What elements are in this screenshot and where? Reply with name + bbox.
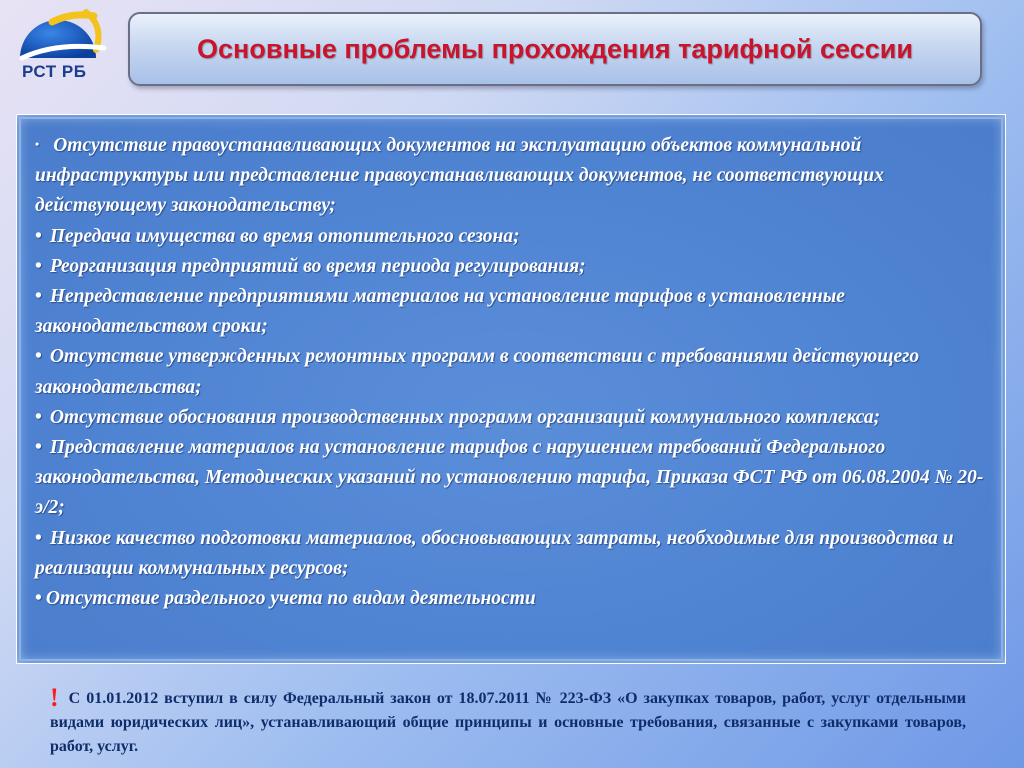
bullet-icon: • — [35, 286, 42, 308]
bullet-icon: • — [35, 346, 42, 368]
bullet-icon: • — [35, 255, 42, 277]
list-item: • Отсутствие обоснования производственных программ организаций коммунального комплекса; — [35, 406, 881, 428]
list-item: • Отсутствие правоустанавливающих документов на эксплуатацию объектов коммунальной инфраструктуры или представление правоустанавливающих документов, не соответствующих действующему законодательству; — [35, 135, 884, 217]
bullet-icon: • — [35, 406, 42, 428]
bullet-icon: • — [35, 437, 42, 459]
bullet-icon: • — [35, 588, 42, 610]
bullet-icon: • — [35, 527, 42, 549]
list-item: • Низкое качество подготовки материалов, обосновывающих затраты, необходимые для производства и реализации коммунальных ресурсов; — [35, 527, 954, 579]
problems-panel — [16, 114, 1006, 664]
bullet-icon: • — [35, 225, 42, 247]
list-item: • Непредставление предприятиями материалов на установление тарифов в установленные законодательством сроки; — [35, 286, 845, 338]
list-item: • Передача имущества во время отопительного сезона; — [35, 225, 520, 247]
law-note — [50, 683, 966, 759]
logo-text: РСТ РБ — [22, 62, 87, 81]
exclamation-icon: ! — [50, 683, 59, 712]
title-box — [128, 12, 982, 86]
law-note-text: С 01.01.2012 вступил в силу Федеральный закон от 18.07.2011 № 223-ФЗ «О закупках товаров, работ, услуг отдельными видами юридических лиц», устанавливающий общие принципы и основные требования, связанные с закупками товаров, работ, услуг. — [50, 690, 966, 755]
list-item: • Представление материалов на установление тарифов с нарушением требований Федерального законодательства, Методических указаний по установлению тарифа, Приказа ФСТ РФ от 06.08.2004 № 20-э/2; — [35, 437, 984, 519]
bullet-icon: • — [35, 137, 40, 151]
page-title: Основные проблемы прохождения тарифной сессии — [197, 33, 913, 64]
list-item: • Отсутствие утвержденных ремонтных программ в соответствии с требованиями действующего законодательства; — [35, 346, 920, 398]
list-item: • Реорганизация предприятий во время периода регулирования; — [35, 255, 586, 277]
list-item: • Отсутствие раздельного учета по видам деятельности — [35, 588, 536, 610]
globe-swoosh-logo-icon — [12, 8, 112, 70]
problems-list — [35, 129, 989, 614]
